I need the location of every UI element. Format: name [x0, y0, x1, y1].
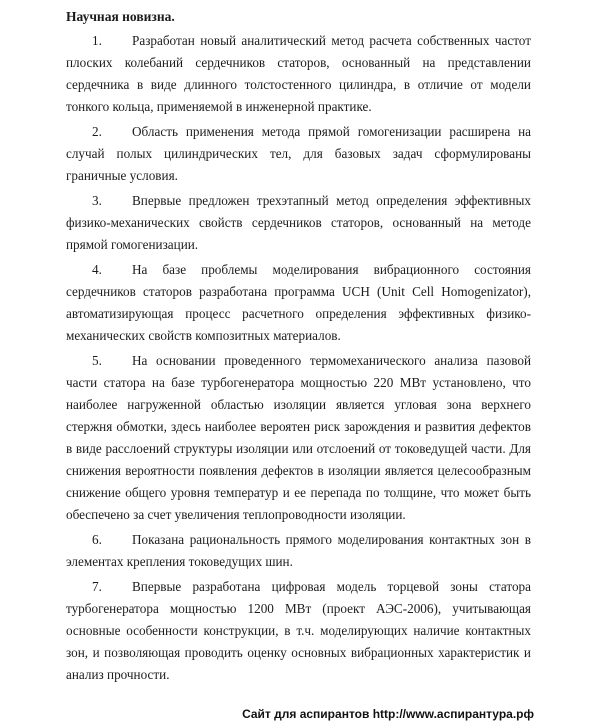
item-number: 2.	[92, 124, 102, 139]
novelty-item	[66, 30, 531, 118]
novelty-item	[66, 529, 531, 573]
novelty-item	[66, 576, 531, 686]
item-text: Область применения метода прямой гомогенизации расширена на случай полых цилиндрических тел, для базовых задач сформулированы граничные условия.	[66, 124, 531, 183]
item-number: 5.	[92, 353, 102, 368]
item-number: 1.	[92, 33, 102, 48]
novelty-item	[66, 121, 531, 187]
item-number: 4.	[92, 262, 102, 277]
item-text: Показана рациональность прямого моделирования контактных зон в элементах крепления токоведущих шин.	[66, 532, 531, 569]
novelty-item	[66, 350, 531, 526]
item-text: Впервые разработана цифровая модель торцевой зоны статора турбогенератора мощностью 1200 МВт (проект АЭС-2006), учитывающая основные особенности конструкции, в т.ч. моделирующих наличие контактных зон, и позволяющая проводить оценку основных вибрационных характеристик и анализ прочности.	[66, 579, 531, 682]
item-text: Разработан новый аналитический метод расчета собственных частот плоских колебаний сердечников статоров, основанный на представлении сердечника в виде длинного толстостенного цилиндра, в отличие от модели тонкого кольца, применяемой в инженерной практике.	[66, 33, 531, 114]
site-footer-link[interactable]: Сайт для аспирантов http://www.аспирантура.рф	[242, 707, 534, 721]
item-text: На основании проведенного термомеханического анализа пазовой части статора на базе турбогенератора мощностью 220 МВт установлено, что наиболее нагруженной областью изоляции является угловая зона верхнего стержня обмотки, здесь наиболее вероятен риск зарождения и развития дефектов в виде расслоений структуры изоляции или отслоений от токоведущей части. Для снижения вероятности появления дефектов в изоляции является целесообразным снижение общего уровня температур и ее перепада по толщине, что может быть обеспечено за счет увеличения теплопроводности изоляции.	[66, 353, 531, 522]
item-text: На базе проблемы моделирования вибрационного состояния сердечников статоров разработана программа UCH (Unit Cell Homogenizator), автоматизирующая процесс расчетного определения эффективных физико-механических свойств композитных материалов.	[66, 262, 531, 343]
item-number: 6.	[92, 532, 102, 547]
item-number: 3.	[92, 193, 102, 208]
document-body	[66, 6, 531, 689]
item-number: 7.	[92, 579, 102, 594]
section-heading: Научная новизна.	[66, 9, 175, 24]
item-text: Впервые предложен трехэтапный метод определения эффективных физико-механических свойств сердечников статоров, основанный на методе прямой гомогенизации.	[66, 193, 531, 252]
novelty-item	[66, 190, 531, 256]
novelty-item	[66, 259, 531, 347]
